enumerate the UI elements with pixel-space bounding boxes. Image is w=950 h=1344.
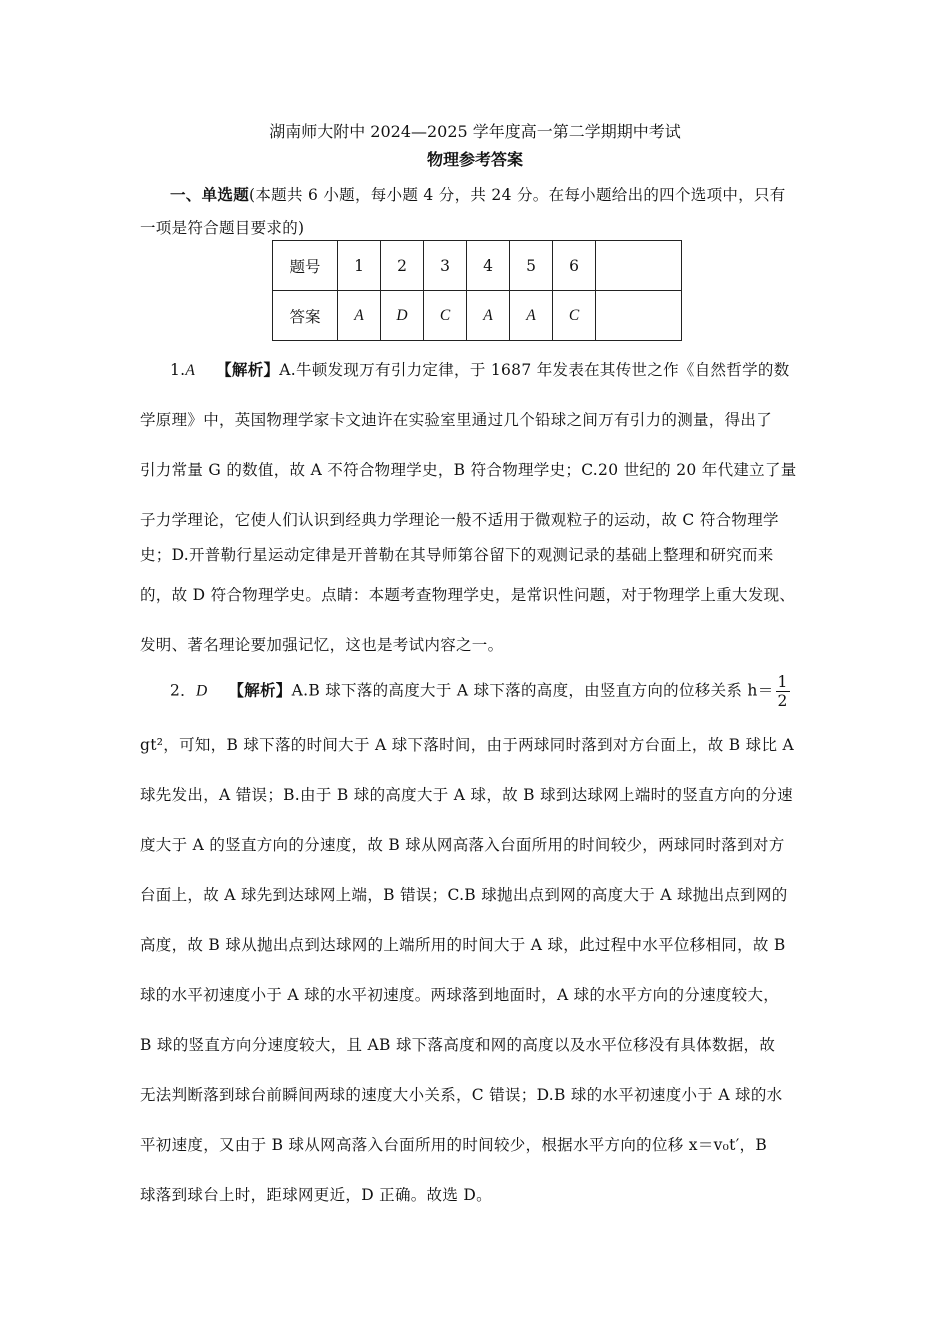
section-heading: 一、单选题 — [170, 185, 250, 204]
q2-line-6: 高度，故 B 球从抛出点到达球网的上端所用的时间大于 A 球，此过程中水平位移相同，故 B — [140, 936, 786, 954]
table-cell: 3 — [424, 241, 467, 291]
q2-line-7: 球的水平初速度小于 A 球的水平初速度。两球落到地面时，A 球的水平方向的分速度较大， — [140, 986, 780, 1004]
q2-answer: D — [195, 682, 208, 700]
q2-line-8: B 球的竖直方向分速度较大，且 AB 球下落高度和网的高度以及水平位移没有具体数据，故 — [140, 1036, 776, 1054]
q1-line-4: 子力学理论，它使人们认识到经典力学理论一般不适用于微观粒子的运动，故 C 符合物理学 — [140, 511, 779, 529]
table-cell: 2 — [381, 241, 424, 291]
answer-table — [272, 240, 682, 341]
table-cell: A — [467, 291, 510, 341]
q1-answer: A — [185, 362, 196, 379]
table-cell: A — [338, 291, 381, 341]
answer-title: 物理参考答案 — [426, 150, 523, 169]
q2-line-3: 球先发出，A 错误；B.由于 B 球的高度大于 A 球，故 B 球到达球网上端时的竖直方向的分速 — [140, 786, 793, 804]
q2-text: A.B 球下落的高度大于 A 球下落的高度，由竖直方向的位移关系 h＝ — [291, 681, 774, 700]
section-heading-line — [170, 183, 820, 205]
q2-analysis-tag: 【解析】 — [228, 680, 292, 700]
table-cell: D — [381, 291, 424, 341]
q1-line-3: 引力常量 G 的数值，故 A 不符合物理学史，B 符合物理学史；C.20 世纪的 20 年代建立了量 — [140, 461, 797, 479]
table-cell: C — [553, 291, 596, 341]
q1-number: 1. — [170, 361, 186, 379]
q2-line-10: 平初速度，又由于 B 球从网高落入台面所用的时间较少，根据水平方向的位移 x＝v₀t′，B — [140, 1136, 768, 1154]
q2-line-9: 无法判断落到球台前瞬间两球的速度大小关系，C 错误；D.B 球的水平初速度小于 A 球的水 — [140, 1086, 783, 1104]
q1-line-6: 的，故 D 符合物理学史。点睛：本题考查物理学史，是常识性问题，对于物理学上重大发现、 — [140, 586, 796, 604]
q1-analysis-tag: 【解析】 — [216, 360, 280, 379]
section-desc-2: 一项是符合题目要求的) — [140, 219, 305, 237]
table-cell: 5 — [510, 241, 553, 291]
table-header-number: 题号 — [273, 241, 338, 291]
q2-line-2: gt²，可知，B 球下落的时间大于 A 球下落时间，由于两球同时落到对方台面上，故 B 球比 A — [140, 736, 794, 754]
q1-line-1 — [170, 358, 820, 380]
q2-line-4: 度大于 A 的竖直方向的分速度，故 B 球从网高落入台面所用的时间较少，两球同时落到对方 — [140, 836, 785, 854]
q1-text: A.牛顿发现万有引力定律，于 1687 年发表在其传世之作《自然哲学的数 — [279, 361, 790, 379]
table-cell — [596, 291, 682, 341]
table-cell — [596, 241, 682, 291]
q1-line-7: 发明、著名理论要加强记忆，这也是考试内容之一。 — [140, 636, 504, 654]
exam-title: 湖南师大附中 2024—2025 学年度高一第二学期期中考试 — [269, 122, 681, 141]
section-desc-1: (本题共 6 小题，每小题 4 分，共 24 分。在每小题给出的四个选项中，只有 — [249, 186, 786, 204]
table-cell: 6 — [553, 241, 596, 291]
table-cell: C — [424, 291, 467, 341]
table-cell: 1 — [338, 241, 381, 291]
q2-line-11: 球落到球台上时，距球网更近，D 正确。故选 D。 — [140, 1186, 492, 1204]
q1-line-2: 学原理》中，英国物理学家卡文迪许在实验室里通过几个铅球之间万有引力的测量，得出了 — [140, 411, 773, 429]
fraction-denominator: 2 — [777, 692, 788, 710]
table-row — [273, 241, 682, 291]
q2-line-1 — [170, 673, 820, 710]
fraction-numerator: 1 — [777, 673, 788, 691]
table-row — [273, 291, 682, 341]
table-cell: 4 — [467, 241, 510, 291]
q1-line-5: 史；D.开普勒行星运动定律是开普勒在其导师第谷留下的观测记录的基础上整理和研究而来 — [140, 546, 774, 564]
fraction-one-half — [776, 673, 790, 710]
q2-number: 2． — [170, 681, 196, 700]
table-header-answer: 答案 — [273, 291, 338, 341]
q2-line-5: 台面上，故 A 球先到达球网上端，B 错误；C.B 球抛出点到网的高度大于 A 球抛出点到网的 — [140, 886, 788, 904]
table-cell: A — [510, 291, 553, 341]
